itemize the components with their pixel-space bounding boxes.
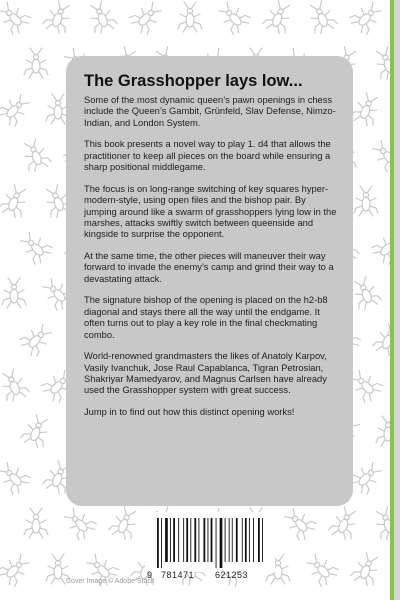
barcode-bar bbox=[258, 518, 260, 562]
cover-image-credit: Cover Image © Adobe Stock bbox=[66, 578, 155, 585]
grasshopper-icon bbox=[350, 91, 383, 128]
isbn-barcode bbox=[145, 512, 275, 580]
blurb-paragraph: World-renowned grandmasters the likes of Anatoly Karpov, Vasily Ivanchuk, Jose Raul Capablanca, Tigran Petrosian, Shakriyar Mamedyarov, and Magnus Carlsen have already used the Grasshopper system with great success. bbox=[84, 351, 327, 396]
grasshopper-icon bbox=[85, 0, 118, 35]
grasshopper-icon bbox=[328, 505, 361, 542]
barcode-bar bbox=[249, 518, 250, 562]
blurb-paragraph: The signature bishop of the opening is placed on the h2-b8 diagonal and stays there all the way until the endgame. It often turns out to play a key role in the final checkmating combo. bbox=[84, 295, 328, 340]
barcode-bar bbox=[236, 518, 238, 562]
barcode-bar bbox=[190, 518, 191, 562]
grasshopper-icon bbox=[0, 183, 31, 220]
grasshopper-icon bbox=[302, 550, 340, 588]
grasshopper-icon bbox=[376, 416, 390, 446]
grasshopper-icon bbox=[2, 278, 26, 308]
grasshopper-icon bbox=[0, 458, 32, 496]
barcode-bar bbox=[220, 518, 223, 568]
grasshopper-icon bbox=[19, 137, 52, 174]
grasshopper-icon bbox=[128, 0, 166, 36]
grasshopper-icon bbox=[348, 0, 386, 36]
grasshopper-icon bbox=[305, 0, 338, 35]
barcode-bar bbox=[242, 518, 243, 562]
grasshopper-icon bbox=[108, 505, 141, 542]
blurb-paragraph: Some of the most dynamic queen’s pawn openings in chess include the Queen’s Gambit, Grünfeld, Slav Defense, Nimzo-Indian, and London System. bbox=[84, 95, 336, 128]
barcode-bar bbox=[203, 518, 205, 562]
grasshopper-icon bbox=[0, 550, 34, 588]
grasshopper-icon bbox=[354, 186, 378, 216]
grasshopper-icon bbox=[350, 551, 383, 588]
description-panel bbox=[66, 56, 353, 506]
blurb-paragraph: Jump in to find out how this distinct opening works! bbox=[84, 407, 295, 418]
barcode-bar bbox=[178, 518, 179, 562]
barcode-left-digits: 781471 bbox=[161, 570, 195, 580]
grasshopper-icon bbox=[371, 505, 390, 542]
grasshopper-icon bbox=[0, 367, 30, 404]
barcode-right-digits: 621253 bbox=[215, 570, 249, 580]
grasshopper-icon bbox=[370, 228, 390, 266]
blurb-paragraph: This book presents a novel way to play 1. d4 that allows the practitioner to keep all pieces on the board while ensuring a sharp positional middlegame. bbox=[84, 139, 331, 173]
grasshopper-icon bbox=[24, 508, 48, 538]
grasshopper-icon bbox=[371, 45, 390, 82]
barcode-bars bbox=[151, 518, 269, 570]
grasshopper-icon bbox=[280, 504, 318, 542]
grasshopper-icon bbox=[24, 48, 48, 78]
grasshopper-icon bbox=[368, 136, 390, 174]
grasshopper-icon bbox=[178, 2, 202, 32]
barcode-bar bbox=[253, 518, 254, 562]
barcode-bar bbox=[170, 518, 171, 562]
barcode-bar bbox=[161, 518, 162, 568]
barcode-bar bbox=[216, 518, 217, 568]
grasshopper-icon bbox=[16, 228, 54, 266]
grasshopper-icon bbox=[60, 504, 98, 542]
spine-edge bbox=[390, 0, 400, 600]
grasshopper-icon bbox=[20, 413, 53, 450]
barcode-bar bbox=[262, 518, 263, 562]
barcode-bar bbox=[245, 518, 247, 562]
barcode-bar bbox=[173, 518, 175, 562]
barcode-bar bbox=[165, 518, 168, 562]
barcode-bar bbox=[232, 518, 233, 562]
barcode-bar bbox=[183, 518, 184, 562]
blurb-paragraph: At the same time, the other pieces will maneuver their way forward to invade the enemy’s camp and grind their way to a devastating attack. bbox=[84, 251, 334, 284]
grasshopper-icon bbox=[262, 0, 295, 35]
barcode-bar bbox=[157, 518, 159, 568]
back-cover-title: The Grasshopper lays low... bbox=[84, 72, 303, 90]
grasshopper-icon bbox=[348, 458, 386, 496]
barcode-bar bbox=[194, 518, 196, 562]
barcode-bar bbox=[229, 518, 230, 562]
blurb-paragraph: The focus is on long-range switching of key squares hyper-modern-style, using open files and the bishop pair. By jumping around like a swarm of grasshoppers lying low in the marshes, attacks swiftly switch between queenside and kingside to surprise the opponent. bbox=[84, 183, 337, 240]
grasshopper-icon bbox=[214, 0, 252, 36]
barcode-bar bbox=[186, 518, 188, 562]
grasshopper-icon bbox=[349, 275, 382, 312]
barcode-bar bbox=[198, 518, 199, 562]
barcode-bar bbox=[211, 518, 213, 562]
grasshopper-icon bbox=[18, 320, 56, 358]
barcode-bar bbox=[225, 518, 226, 562]
grasshopper-icon bbox=[0, 0, 32, 36]
grasshopper-icon bbox=[372, 321, 390, 358]
barcode-lead-digit: 9 bbox=[147, 570, 153, 580]
grasshopper-icon bbox=[42, 0, 75, 35]
barcode-bar bbox=[208, 518, 209, 562]
grasshopper-icon bbox=[0, 90, 34, 128]
